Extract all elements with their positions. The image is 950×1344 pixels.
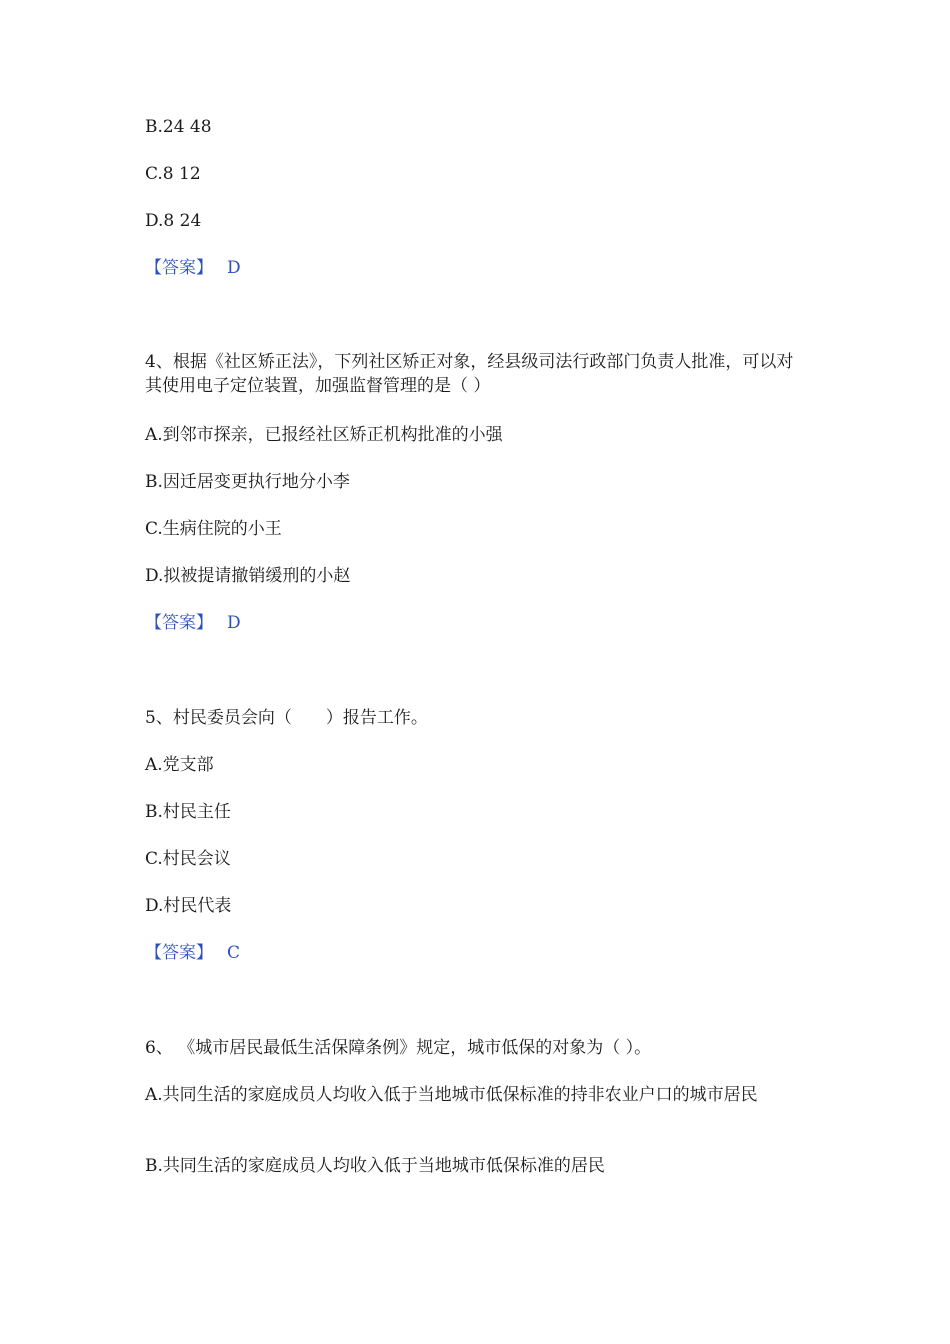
- q6-question: 6、 《城市居民最低生活保障条例》规定，城市低保的对象为（ ）。: [145, 1038, 652, 1058]
- q5-option-c: C.村民会议: [145, 849, 231, 869]
- q6-option-b: B.共同生活的家庭成员人均收入低于当地城市低保标准的居民: [145, 1156, 605, 1176]
- q3-answer: [145, 256, 241, 280]
- answer-label: 【答案】: [145, 943, 213, 963]
- q3-option-d: D.8 24: [145, 211, 202, 231]
- q4-option-b: B.因迁居变更执行地分小李: [145, 472, 350, 492]
- q6-option-a: A.共同生活的家庭成员人均收入低于当地城市低保标准的持非农业户口的城市居民: [145, 1085, 758, 1105]
- answer-value: D: [227, 613, 241, 633]
- q5-answer: [145, 941, 240, 965]
- answer-value: D: [227, 258, 241, 278]
- q4-option-d: D.拟被提请撤销缓刑的小赵: [145, 566, 351, 586]
- q5-option-d: D.村民代表: [145, 896, 232, 916]
- answer-label: 【答案】: [145, 613, 213, 633]
- q5-option-a: A.党支部: [145, 755, 214, 775]
- q4-option-c: C.生病住院的小王: [145, 519, 282, 539]
- q3-option-b: B.24 48: [145, 117, 212, 137]
- q4-option-a: A.到邻市探亲，已报经社区矫正机构批准的小强: [145, 425, 503, 445]
- q5-option-b: B.村民主任: [145, 802, 231, 822]
- answer-value: C: [227, 943, 241, 963]
- q3-option-c: C.8 12: [145, 164, 201, 184]
- q4-question: 4、根据《社区矫正法》，下列社区矫正对象，经县级司法行政部门负责人批准，可以对其使用电子定位装置，加强监督管理的是（ ）: [145, 352, 794, 396]
- q4-answer: [145, 611, 241, 635]
- q5-question: 5、村民委员会向（ ）报告工作。: [145, 708, 428, 728]
- answer-label: 【答案】: [145, 258, 213, 278]
